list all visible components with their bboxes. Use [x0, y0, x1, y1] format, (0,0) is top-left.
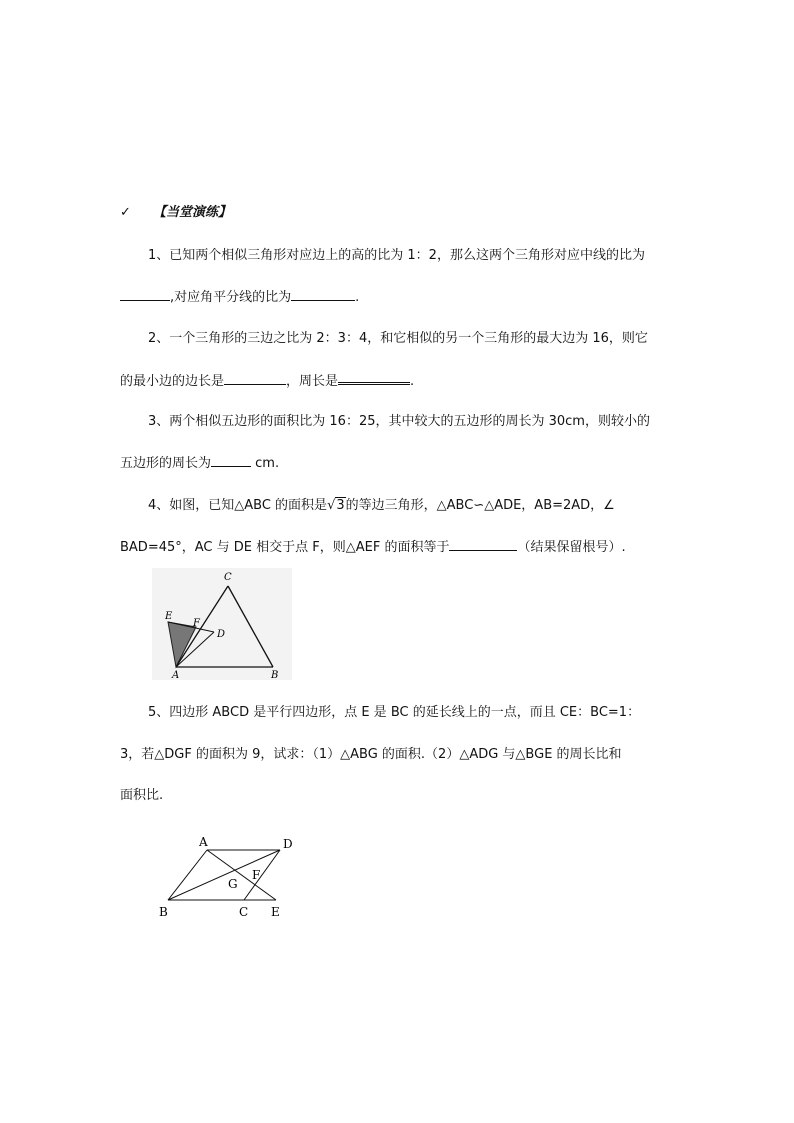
q4-line2-end: （结果保留根号）.: [517, 540, 626, 555]
q2-line2-start: 的最小边的边长是: [120, 374, 225, 389]
q4-line1: [148, 494, 615, 513]
q3-line1: 3、两个相似五边形的面积比为 16：25，其中较大的五边形的周长为 30cm，则较小的: [148, 414, 650, 429]
check-mark-icon: ✓: [120, 205, 131, 220]
q3-line2: [120, 452, 279, 471]
label-a: A: [172, 670, 180, 680]
label-c: C: [224, 572, 232, 583]
q2-line1: 2、一个三角形的三边之比为 2：3：4，和它相似的另一个三角形的最大边为 16，则它: [148, 331, 648, 346]
q1-line2-end: .: [355, 290, 360, 305]
sqrt-symbol: √3: [327, 498, 345, 513]
triangle-aef-shaded: [168, 622, 196, 667]
q5-line1: 5、四边形 ABCD 是平行四边形，点 E 是 BC 的延长线上的一点，而且 CE：BC=1：: [148, 705, 641, 720]
q4-blank[interactable]: [449, 537, 517, 551]
segment-bc: [228, 586, 273, 667]
q3-line2-start: 五边形的周长为: [120, 456, 212, 471]
q4-line1-b: 的等边三角形，△ABC∽△ADE，AB=2AD，∠: [345, 498, 615, 513]
segment-ab: [168, 850, 207, 900]
q4-figure: [152, 568, 292, 680]
label-a: A: [199, 835, 208, 849]
q5-line2: 3，若△DGF 的面积为 9，试求：（1）△ABG 的面积.（2）△ADG 与△BGE 的周长比和: [120, 747, 622, 762]
q2-line2-mid: ，周长是: [286, 374, 339, 389]
q5-figure: [152, 830, 302, 922]
q1-line1: 1、已知两个相似三角形对应边上的高的比为 1：2，那么这两个三角形对应中线的比为: [148, 248, 645, 263]
q4-line2-start: BAD=45°，AC 与 DE 相交于点 F，则△AEF 的面积等于: [120, 540, 450, 555]
label-b: B: [159, 905, 168, 919]
label-d: D: [217, 629, 226, 640]
q1-line2-mid: ,对应角平分线的比为: [170, 290, 292, 305]
q3-blank[interactable]: [211, 453, 251, 467]
label-e: E: [271, 905, 280, 919]
q2-blank-2[interactable]: [338, 369, 410, 385]
q2-blank-1[interactable]: [224, 371, 286, 385]
q1-line2: [120, 286, 359, 305]
q3-line2-end: cm.: [251, 456, 280, 471]
label-g: G: [228, 877, 238, 891]
q1-blank-2[interactable]: [291, 287, 355, 301]
q2-line2: [120, 369, 414, 389]
q1-blank-1[interactable]: [120, 287, 170, 301]
q2-line2-end: .: [410, 374, 415, 389]
q4-line1-a: 4、如图，已知△ABC 的面积是: [148, 498, 328, 513]
label-b: B: [271, 670, 279, 680]
segment-ae: [207, 850, 276, 900]
section-header: [120, 201, 231, 220]
section-title: 【当堂演练】: [153, 205, 232, 220]
label-e: E: [165, 611, 173, 622]
q5-line3: 面积比.: [120, 788, 164, 803]
label-d: D: [283, 837, 293, 851]
segment-bd: [168, 850, 280, 900]
label-f: F: [252, 868, 261, 882]
q4-line2: [120, 536, 626, 555]
label-f: F: [193, 618, 200, 629]
sqrt-radicand: 3: [336, 498, 345, 513]
label-c: C: [239, 905, 249, 919]
